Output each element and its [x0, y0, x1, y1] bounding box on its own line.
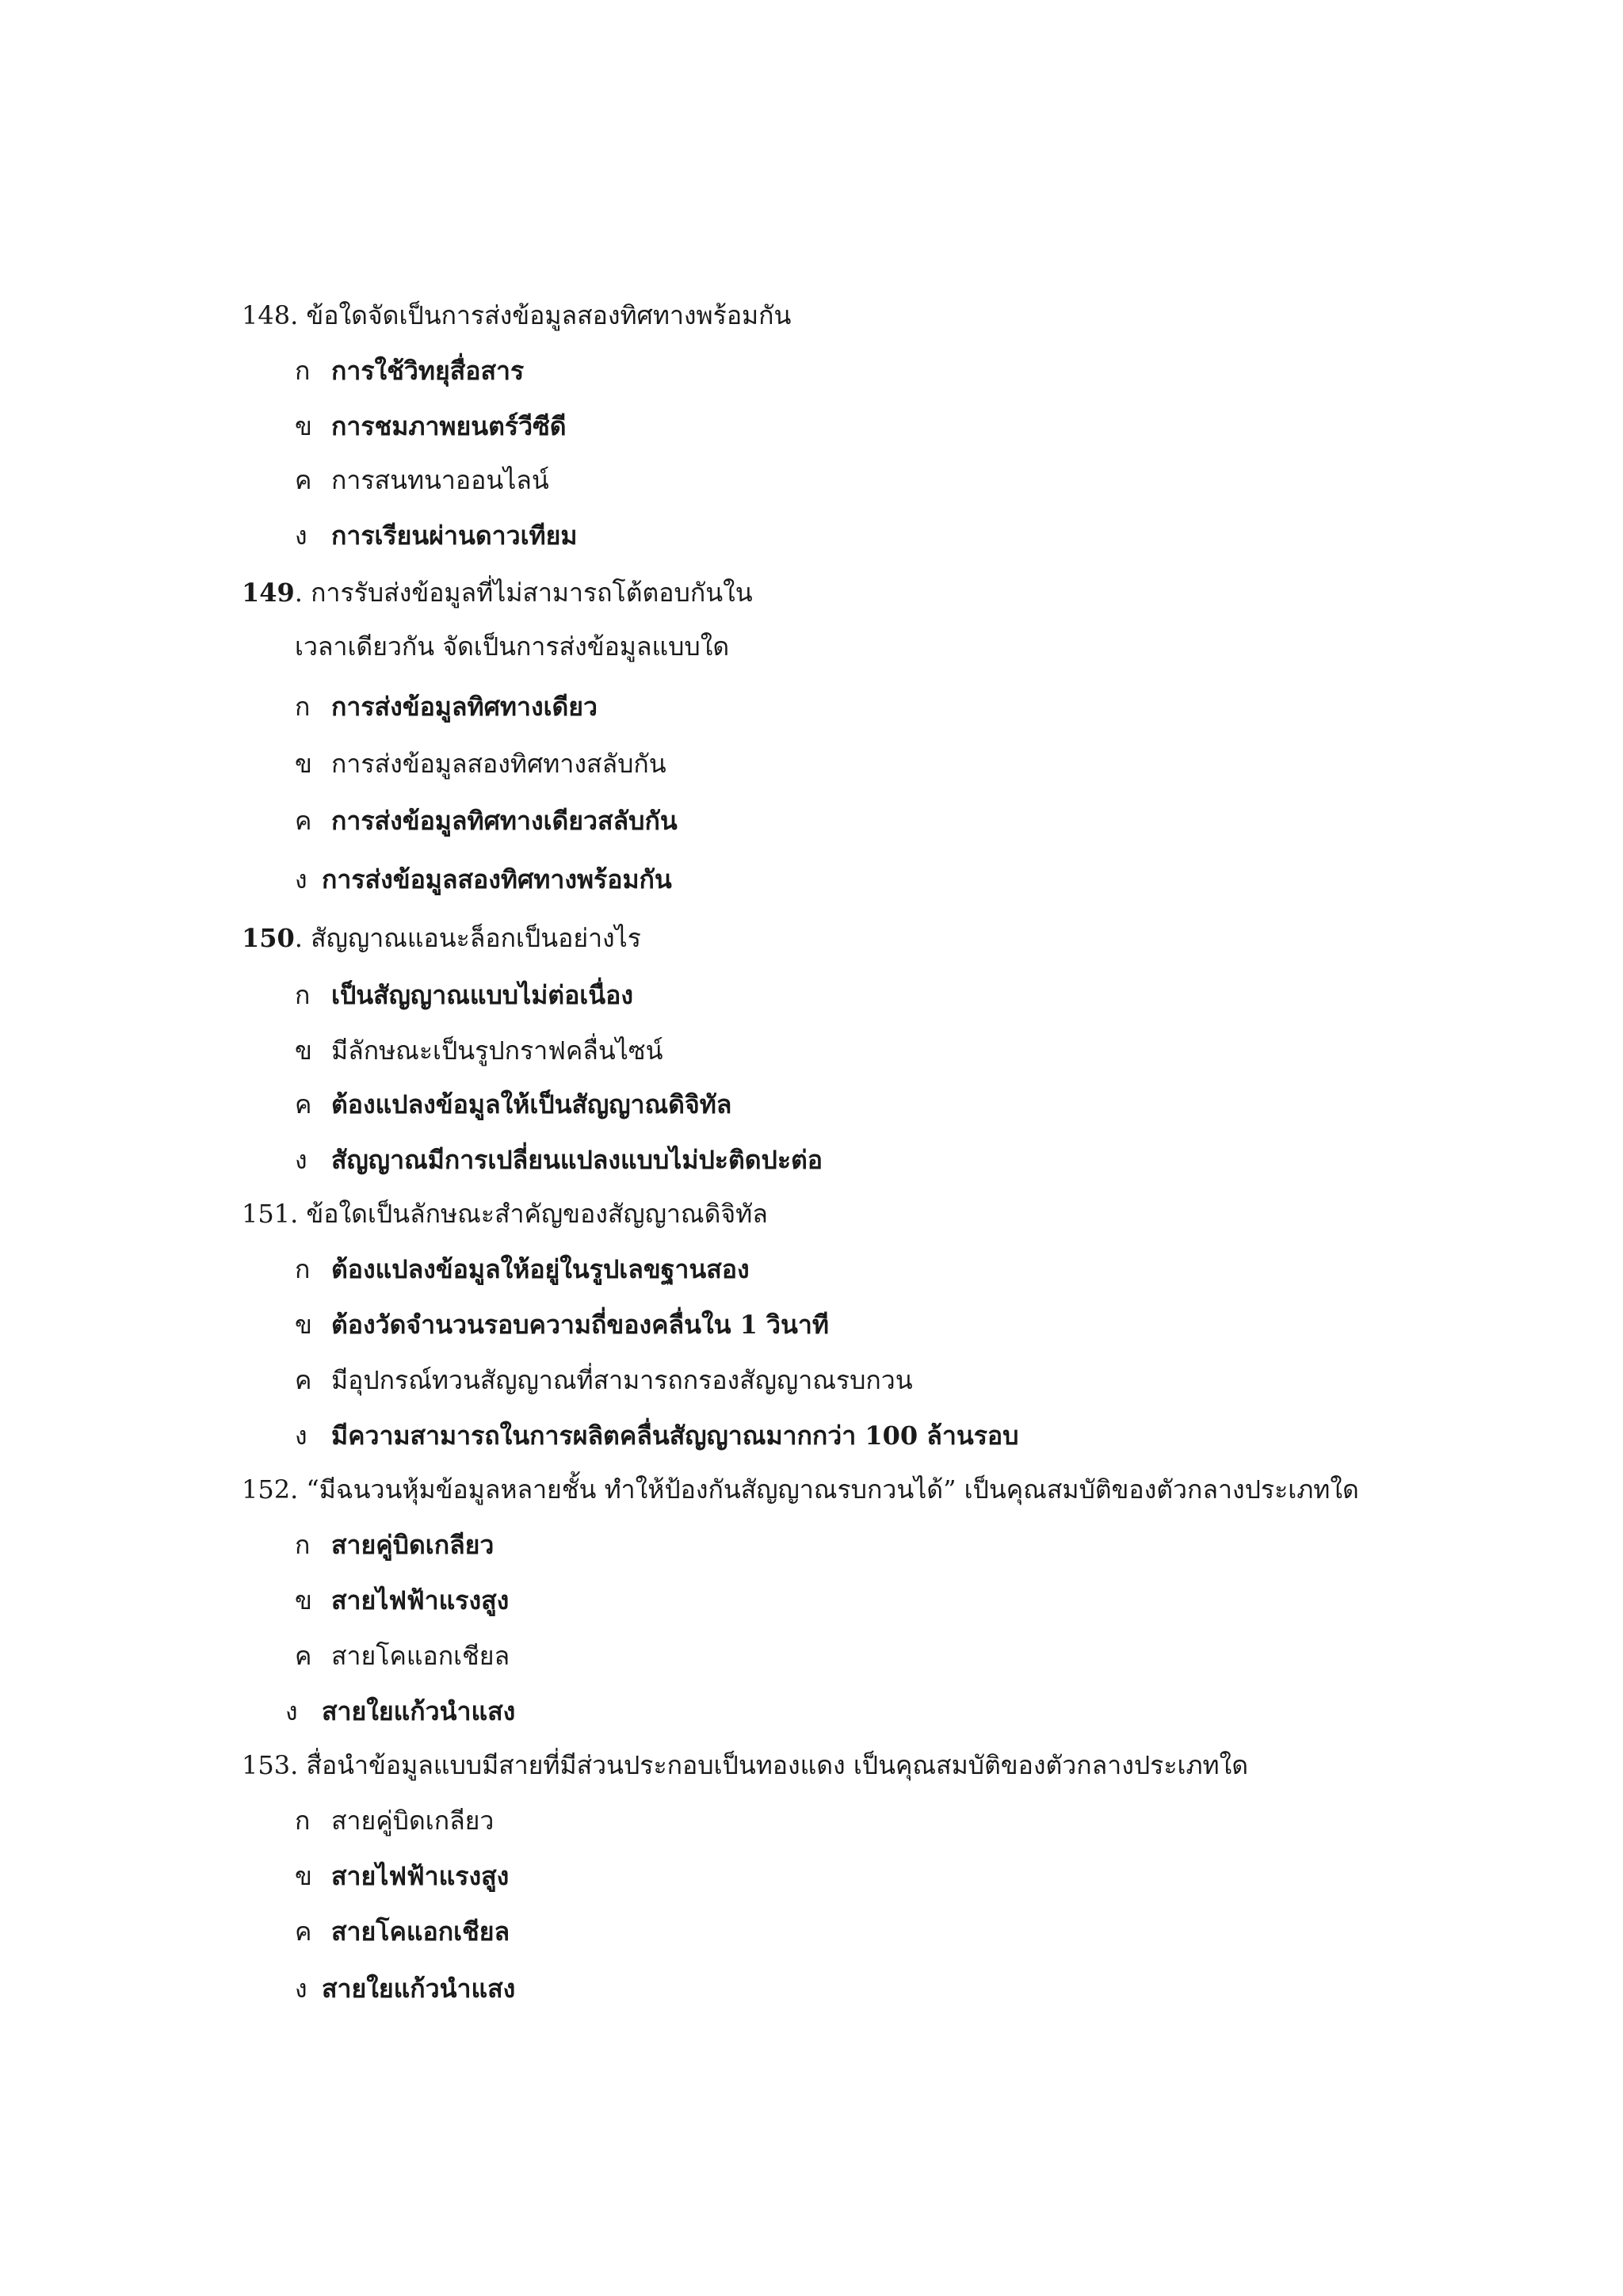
option-148-d	[295, 520, 577, 551]
question-number: 153	[242, 1750, 291, 1780]
question-text: . การรับส่งข้อมูลที่ไม่สามารถโต้ตอบกันใน	[294, 578, 753, 608]
option-150-c	[295, 1089, 731, 1120]
option-letter: ค	[295, 1089, 312, 1119]
question-text: . “มีฉนวนหุ้มข้อมูลหลายชั้น ทำให้ป้องกันสัญญาณรบกวนได้” เป็นคุณสมบัติของตัวกลางประเภทใด	[290, 1474, 1359, 1505]
question-149	[242, 577, 753, 608]
option-letter: ง	[295, 864, 307, 894]
option-text: การใช้วิทยุสื่อสาร	[331, 356, 525, 386]
option-letter: ข	[295, 1861, 312, 1891]
option-text: สายคู่บิดเกลียว	[331, 1806, 495, 1836]
question-number: 148	[242, 300, 291, 330]
option-letter: ก	[295, 692, 311, 722]
option-text: การส่งข้อมูลสองทิศทางสลับกัน	[331, 749, 666, 779]
option-149-c	[295, 805, 678, 837]
option-text: สายใยแก้วนำแสง	[322, 1696, 516, 1726]
option-text: การส่งข้อมูลสองทิศทางพร้อมกัน	[322, 864, 672, 894]
option-letter: ข	[295, 749, 312, 779]
question-text: . ข้อใดเป็นลักษณะสำคัญของสัญญาณดิจิทัล	[290, 1199, 768, 1229]
option-151-c	[295, 1364, 913, 1396]
option-text: เป็นสัญญาณแบบไม่ต่อเนื่อง	[331, 980, 633, 1010]
option-text: ต้องแปลงข้อมูลให้อยู่ในรูปเลขฐานสอง	[331, 1254, 750, 1284]
option-letter: ก	[295, 980, 311, 1010]
question-149-continued	[295, 631, 729, 662]
option-text: สายโคแอกเชียล	[331, 1641, 510, 1671]
option-letter: ก	[295, 1806, 311, 1836]
option-text: สายไฟฟ้าแรงสูง	[331, 1861, 510, 1891]
option-letter: ง	[295, 1421, 307, 1451]
option-letter: ง	[285, 1696, 298, 1726]
option-153-d	[295, 1973, 515, 2004]
option-text: สายโคแอกเชียล	[331, 1917, 510, 1947]
option-letter: ข	[295, 411, 312, 441]
option-text: มีลักษณะเป็นรูปกราฟคลื่นไซน์	[331, 1035, 663, 1066]
option-151-d	[295, 1420, 1018, 1451]
option-letter: ข	[295, 1310, 312, 1340]
option-letter: ง	[295, 1974, 307, 2004]
option-148-b	[295, 410, 567, 442]
option-letter: ข	[295, 1035, 312, 1066]
option-152-b	[295, 1585, 509, 1616]
option-text: ต้องแปลงข้อมูลให้เป็นสัญญาณดิจิทัล	[331, 1089, 732, 1119]
option-letter: ค	[295, 1365, 312, 1395]
option-text: การสนทนาออนไลน์	[331, 465, 549, 495]
option-151-b	[295, 1309, 829, 1341]
option-letter: ค	[295, 465, 312, 495]
question-text: . สัญญาณแอนะล็อกเป็นอย่างไร	[294, 923, 641, 953]
option-149-d	[295, 864, 672, 895]
option-153-a	[295, 1805, 494, 1836]
question-text: . สื่อนำข้อมูลแบบมีสายที่มีส่วนประกอบเป็นทองแดง เป็นคุณสมบัติของตัวกลางประเภทใด	[290, 1750, 1249, 1780]
option-letter: ค	[295, 806, 312, 836]
question-153	[242, 1749, 1248, 1781]
option-text: สายคู่บิดเกลียว	[331, 1530, 495, 1560]
question-number: 152	[242, 1474, 291, 1505]
option-letter: ง	[295, 1145, 307, 1175]
question-148	[242, 299, 791, 331]
question-number: 150	[242, 923, 295, 953]
option-text: การชมภาพยนตร์วีซีดี	[331, 411, 567, 441]
option-148-c	[295, 464, 549, 496]
question-number: 151	[242, 1199, 291, 1229]
option-letter: ง	[295, 521, 307, 551]
option-letter: ค	[295, 1917, 312, 1947]
option-150-a	[295, 979, 633, 1011]
question-152	[242, 1474, 1359, 1505]
option-153-c	[295, 1916, 510, 1947]
option-152-d	[285, 1695, 515, 1727]
question-text-continued: เวลาเดียวกัน จัดเป็นการส่งข้อมูลแบบใด	[295, 631, 730, 662]
question-text: . ข้อใดจัดเป็นการส่งข้อมูลสองทิศทางพร้อมกัน	[290, 300, 792, 330]
option-letter: ค	[295, 1641, 312, 1671]
option-text: สายไฟฟ้าแรงสูง	[331, 1585, 510, 1615]
option-letter: ก	[295, 356, 311, 386]
option-152-c	[295, 1640, 510, 1672]
option-150-d	[295, 1144, 823, 1176]
option-151-a	[295, 1253, 750, 1285]
option-text: สายใยแก้วนำแสง	[322, 1974, 516, 2004]
option-149-a	[295, 691, 598, 723]
option-text: สัญญาณมีการเปลี่ยนแปลงแบบไม่ปะติดปะต่อ	[331, 1145, 823, 1175]
option-152-a	[295, 1529, 494, 1561]
option-text: การส่งข้อมูลทิศทางเดียว	[331, 692, 598, 722]
question-number: 149	[242, 578, 295, 608]
option-letter: ก	[295, 1254, 311, 1284]
option-letter: ข	[295, 1585, 312, 1615]
option-text: มีความสามารถในการผลิตคลื่นสัญญาณมากกว่า 100 ล้านรอบ	[331, 1421, 1019, 1451]
option-text: การส่งข้อมูลทิศทางเดียวสลับกัน	[331, 806, 678, 836]
option-149-b	[295, 748, 666, 780]
option-text: มีอุปกรณ์ทวนสัญญาณที่สามารถกรองสัญญาณรบกวน	[331, 1365, 913, 1395]
option-153-b	[295, 1860, 509, 1892]
option-text: ต้องวัดจำนวนรอบความถี่ของคลื่นใน 1 วินาที	[331, 1310, 829, 1340]
question-151	[242, 1198, 768, 1230]
option-148-a	[295, 355, 524, 387]
question-150	[242, 922, 641, 954]
option-150-b	[295, 1035, 663, 1066]
option-letter: ก	[295, 1530, 311, 1560]
option-text: การเรียนผ่านดาวเทียม	[331, 521, 578, 551]
